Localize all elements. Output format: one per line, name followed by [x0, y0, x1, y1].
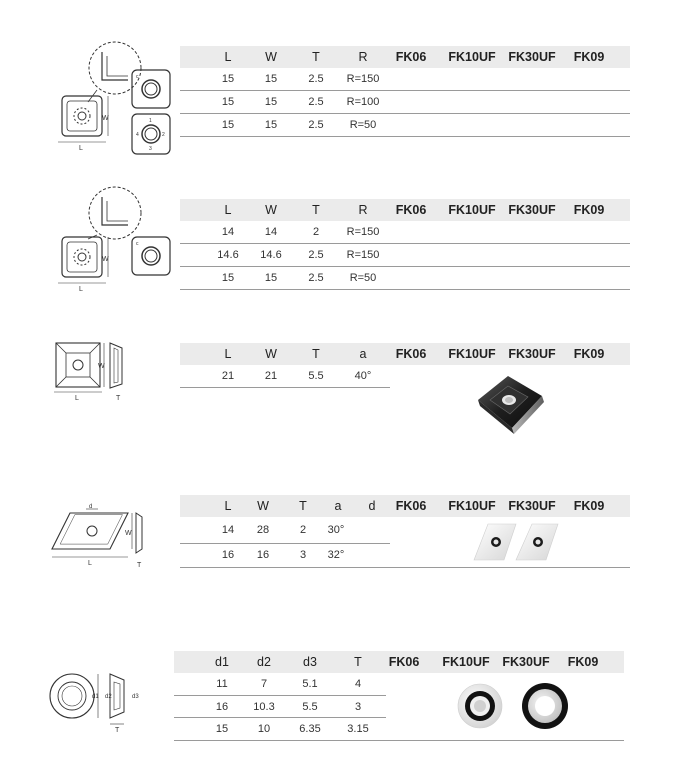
cell: 2.5	[308, 119, 324, 131]
round-insert-drawing	[48, 668, 168, 748]
cell: R=150	[346, 249, 380, 261]
dim-L: L	[75, 395, 79, 402]
col-header-fk30uf: FK30UF	[502, 655, 550, 669]
col-header-d1: d1	[215, 655, 229, 669]
col-header-R: R	[358, 203, 368, 217]
dim-T: T	[116, 395, 121, 402]
cell: 14.6	[260, 249, 282, 261]
cell: 5.5	[302, 701, 318, 713]
col-header-T: T	[312, 203, 320, 217]
col-header-R: R	[358, 50, 368, 64]
dim-W: W	[102, 115, 109, 122]
dim-T: T	[115, 727, 120, 734]
cell: 14.6	[217, 249, 239, 261]
col-header-fk09: FK09	[573, 203, 605, 217]
cell: 5.5	[308, 370, 324, 382]
cell: 15	[264, 119, 278, 131]
cell: 6.35	[299, 723, 321, 735]
insert-product-photo	[450, 680, 580, 740]
cell: R=150	[346, 73, 380, 85]
col-header-fk30uf: FK30UF	[508, 50, 556, 64]
cell: 15	[221, 272, 235, 284]
cell: 5.1	[302, 678, 318, 690]
cell: 32°	[327, 549, 345, 561]
col-header-fk10uf: FK10UF	[448, 50, 496, 64]
col-header-W: W	[265, 50, 277, 64]
col-header-fk09: FK09	[573, 499, 605, 513]
cell: R=100	[346, 96, 380, 108]
cell: 3.15	[347, 723, 369, 735]
dim-d3: d3	[132, 694, 139, 700]
col-header-T: T	[354, 655, 362, 669]
cell: 14	[264, 226, 278, 238]
cell: 7	[260, 678, 268, 690]
col-header-W: W	[257, 499, 269, 513]
cell: 15	[264, 272, 278, 284]
mark-2: 2	[162, 132, 165, 138]
col-header-T: T	[312, 347, 320, 361]
cell: R=50	[349, 272, 377, 284]
dim-d2: d2	[105, 694, 112, 700]
dim-L: L	[79, 286, 83, 293]
col-header-W: W	[265, 347, 277, 361]
cell: 2.5	[308, 96, 324, 108]
cell: 15	[221, 73, 235, 85]
dim-L: L	[79, 145, 83, 152]
cell: 16	[256, 549, 270, 561]
cell: 14	[221, 226, 235, 238]
cell: 16	[221, 549, 235, 561]
cell: 2.5	[308, 73, 324, 85]
col-header-fk10uf: FK10UF	[448, 203, 496, 217]
dim-d: d	[89, 504, 93, 510]
mark-c: c	[136, 241, 139, 247]
col-header-fk06: FK06	[395, 203, 427, 217]
mark-c: c	[136, 74, 139, 80]
col-header-fk06: FK06	[395, 499, 427, 513]
cell: 2.5	[308, 272, 324, 284]
cell: 10	[257, 723, 271, 735]
col-header-fk09: FK09	[573, 50, 605, 64]
dim-W: W	[125, 530, 132, 537]
cell: 4	[354, 678, 362, 690]
cell: 2.5	[308, 249, 324, 261]
cell: 21	[264, 370, 278, 382]
col-header-L: L	[224, 347, 232, 361]
col-header-T: T	[312, 50, 320, 64]
cell: 3	[354, 701, 362, 713]
col-header-W: W	[265, 203, 277, 217]
cell: 15	[264, 96, 278, 108]
dim-W: W	[98, 363, 105, 370]
col-header-fk30uf: FK30UF	[508, 499, 556, 513]
col-header-T: T	[299, 499, 307, 513]
col-header-fk30uf: FK30UF	[508, 347, 556, 361]
cell: 15	[264, 73, 278, 85]
cell: 15	[221, 96, 235, 108]
dim-L: L	[88, 560, 92, 567]
cell: 2	[312, 226, 320, 238]
col-header-a: a	[334, 499, 342, 513]
cell: 2	[299, 524, 307, 536]
col-header-fk30uf: FK30UF	[508, 203, 556, 217]
col-header-L: L	[224, 50, 232, 64]
dim-W: W	[102, 256, 109, 263]
col-header-L: L	[224, 203, 232, 217]
col-header-fk06: FK06	[395, 347, 427, 361]
dim-d1: d1	[92, 694, 99, 700]
col-header-fk10uf: FK10UF	[448, 347, 496, 361]
cell: 14	[221, 524, 235, 536]
col-header-L: L	[224, 499, 232, 513]
col-header-fk10uf: FK10UF	[448, 499, 496, 513]
cell: 16	[215, 701, 229, 713]
mark-1: 1	[149, 118, 152, 124]
col-header-d2: d2	[257, 655, 271, 669]
cell: 15	[215, 723, 229, 735]
col-header-fk06: FK06	[395, 50, 427, 64]
cell: 11	[216, 678, 228, 690]
cell: R=50	[349, 119, 377, 131]
row-divider	[174, 740, 624, 741]
col-header-fk09: FK09	[567, 655, 599, 669]
cell: 10.3	[253, 701, 275, 713]
col-header-a: a	[359, 347, 367, 361]
mark-3: 3	[149, 146, 152, 152]
cell: 30°	[327, 524, 345, 536]
cell: 21	[221, 370, 235, 382]
col-header-fk06: FK06	[388, 655, 420, 669]
cell: 28	[256, 524, 270, 536]
col-header-d3: d3	[303, 655, 317, 669]
col-header-fk09: FK09	[573, 347, 605, 361]
cell: R=150	[346, 226, 380, 238]
cell: 15	[221, 119, 235, 131]
col-header-fk10uf: FK10UF	[442, 655, 490, 669]
cell: 40°	[354, 370, 372, 382]
col-header-d: d	[368, 499, 376, 513]
mark-4: 4	[136, 132, 139, 138]
dim-T: T	[137, 562, 142, 569]
cell: 3	[299, 549, 307, 561]
